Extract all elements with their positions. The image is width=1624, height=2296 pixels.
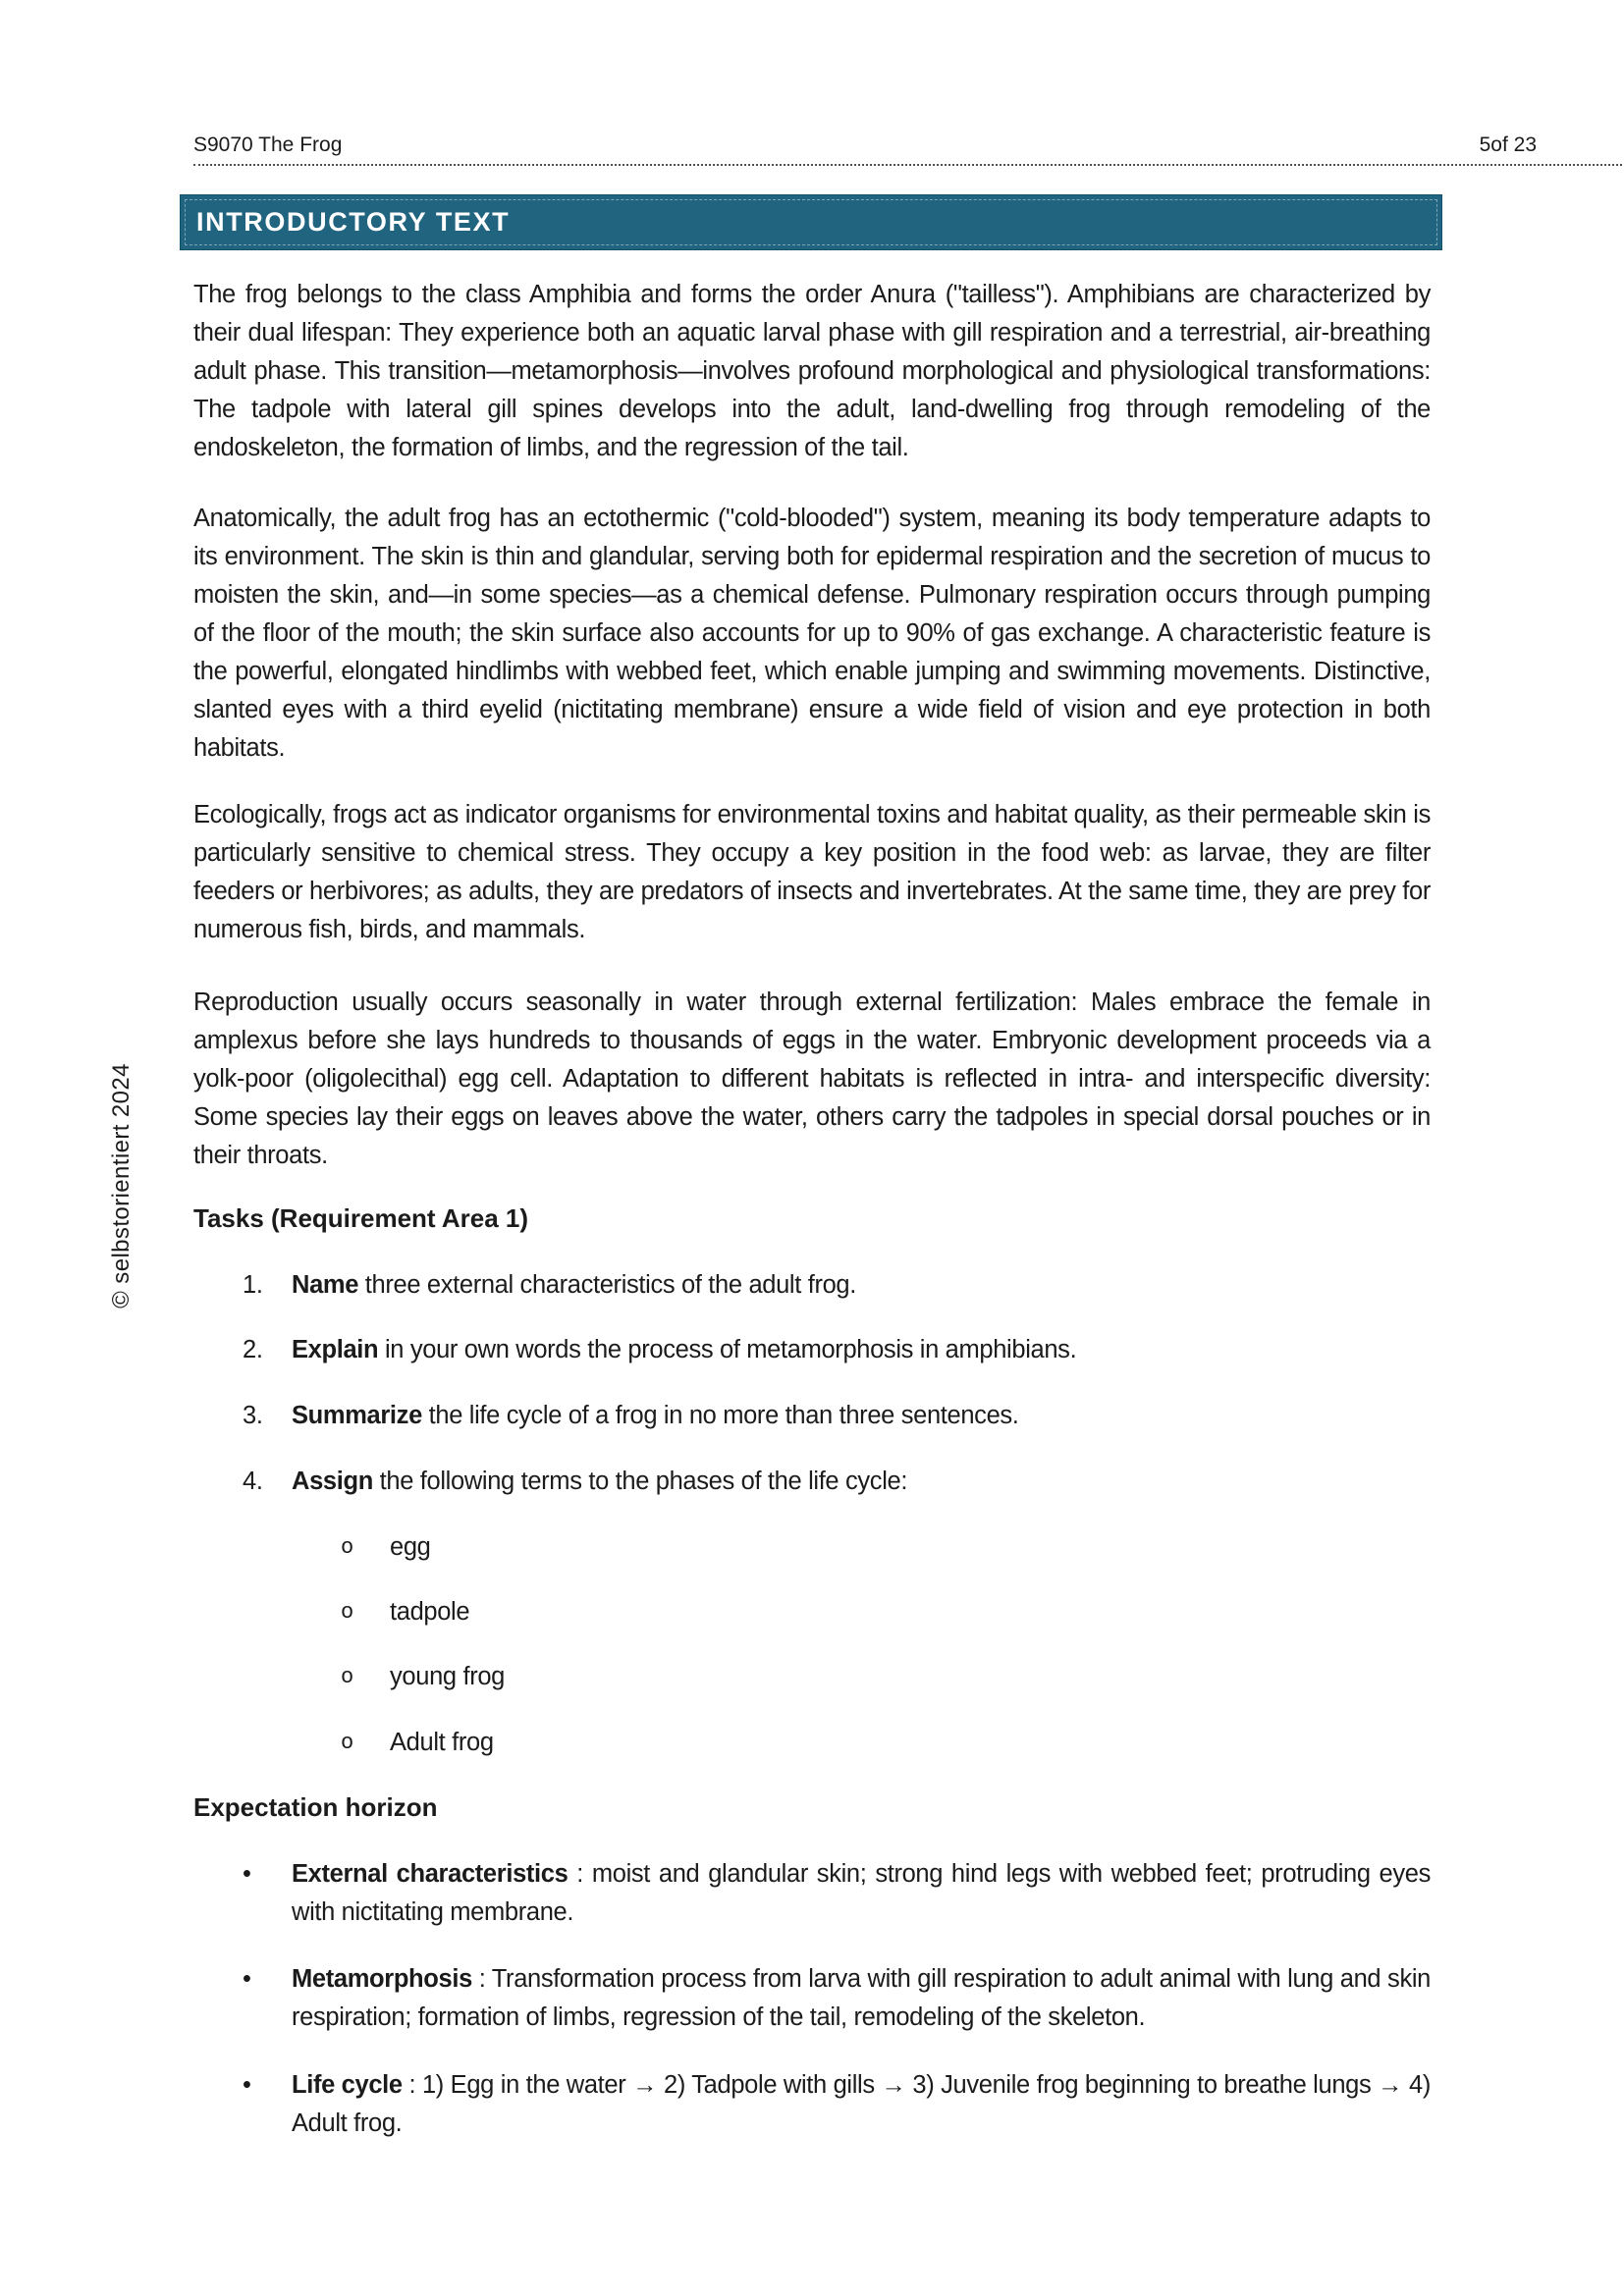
term-item-adult-frog <box>193 1724 1431 1762</box>
term-item-young-frog <box>193 1658 1431 1696</box>
intro-paragraph-4: Reproduction usually occurs seasonally in water through external fertilization: Males embrace the female in amplexus before she lays hundreds to thousands of eggs in the water. Embryonic development proceeds via a yolk-poor (oligolecithal) egg cell. Adaptation to different habitats is reflected in intra- and interspecific diversity: Some species lay their eggs on leaves above the water, others carry the tadpoles in special dorsal pouches or in their throats. <box>193 988 1431 1169</box>
dot-bullet-icon: • <box>243 1860 251 1888</box>
copyright-vertical-label: © selbstorientiert 2024 <box>108 1063 135 1308</box>
task-item-3 <box>193 1397 1431 1435</box>
intro-paragraph-3: Ecologically, frogs act as indicator organisms for environmental toxins and habitat quality, as their permeable skin is particularly sensitive to chemical stress. They occupy a key position in the food web: as larvae, they are filter feeders or herbivores; as adults, they are predators of insects and invertebrates. At the same time, they are prey for numerous fish, birds, and mammals. <box>193 801 1431 943</box>
expectation-item-2 <box>193 1960 1431 2037</box>
expectation-item-3 <box>193 2066 1431 2143</box>
term-label: young frog <box>390 1663 506 1690</box>
term-label: egg <box>390 1533 431 1561</box>
task-number-4: 4. <box>243 1468 263 1495</box>
dot-bullet-icon: • <box>243 1965 251 1993</box>
term-item-egg <box>193 1528 1431 1567</box>
expectation-text-2: Metamorphosis : Transformation process from larva with gill respiration to adult animal with lung and skin respiration; formation of limbs, regression of the tail, remodeling of the skeleton. <box>292 1965 1431 2031</box>
circle-bullet-icon: o <box>341 1665 353 1689</box>
expectation-item-1 <box>193 1855 1431 1932</box>
task-item-1 <box>193 1266 1431 1305</box>
task-item-4 <box>193 1463 1431 1501</box>
header-page-number: 5of 23 <box>1479 133 1537 156</box>
term-label: tadpole <box>390 1598 470 1626</box>
section-title-bar <box>180 194 1442 250</box>
task-text-4: Assign the following terms to the phases of the life cycle: <box>292 1468 908 1495</box>
task-text-1: Name three external characteristics of the adult frog. <box>292 1271 856 1299</box>
task-number-2: 2. <box>243 1336 263 1363</box>
task-number-1: 1. <box>243 1271 263 1299</box>
expectation-text-3: Life cycle : 1) Egg in the water → 2) Tadpole with gills → 3) Juvenile frog beginning to breathe lungs → 4) Adult frog. <box>292 2071 1432 2137</box>
section-title: INTRODUCTORY TEXT <box>196 207 511 237</box>
task-text-2: Explain in your own words the process of metamorphosis in amphibians. <box>292 1336 1077 1363</box>
task-text-3: Summarize the life cycle of a frog in no more than three sentences. <box>292 1402 1019 1429</box>
term-item-tadpole <box>193 1593 1431 1631</box>
intro-paragraph-1: The frog belongs to the class Amphibia and forms the order Anura ("tailless"). Amphibians are characterized by their dual lifespan: They experience both an aquatic larval phase with gill respiration and a terrestrial, air-breathing adult phase. This transition—metamorphosis—involves profound morphological and physiological transformations: The tadpole with lateral gill spines develops into the adult, land-dwelling frog through remodeling of the endoskeleton, the formation of limbs, and the regression of the tail. <box>193 281 1431 461</box>
intro-paragraph-2: Anatomically, the adult frog has an ectothermic ("cold-blooded") system, meaning its body temperature adapts to its environment. The skin is thin and glandular, serving both for epidermal respiration and the secretion of mucus to moisten the skin, and—in some species—as a chemical defense. Pulmonary respiration occurs through pumping of the floor of the mouth; the skin surface also accounts for up to 90% of gas exchange. A characteristic feature is the powerful, elongated hindlimbs with webbed feet, which enable jumping and swimming movements. Distinctive, slanted eyes with a third eyelid (nictitating membrane) ensure a wide field of vision and eye protection in both habitats. <box>193 505 1431 762</box>
page-header <box>193 118 1622 166</box>
task-item-2 <box>193 1331 1431 1369</box>
header-doc-title: S9070 The Frog <box>193 133 343 156</box>
circle-bullet-icon: o <box>341 1731 353 1755</box>
expectation-text-1: External characteristics : moist and glandular skin; strong hind legs with webbed feet; protruding eyes with nictitating membrane. <box>292 1860 1431 1926</box>
term-label: Adult frog <box>390 1729 494 1756</box>
tasks-heading: Tasks (Requirement Area 1) <box>193 1203 529 1233</box>
dot-bullet-icon: • <box>243 2071 251 2099</box>
expectation-heading: Expectation horizon <box>193 1792 438 1822</box>
circle-bullet-icon: o <box>341 1600 353 1625</box>
circle-bullet-icon: o <box>341 1535 353 1560</box>
task-number-3: 3. <box>243 1402 263 1429</box>
